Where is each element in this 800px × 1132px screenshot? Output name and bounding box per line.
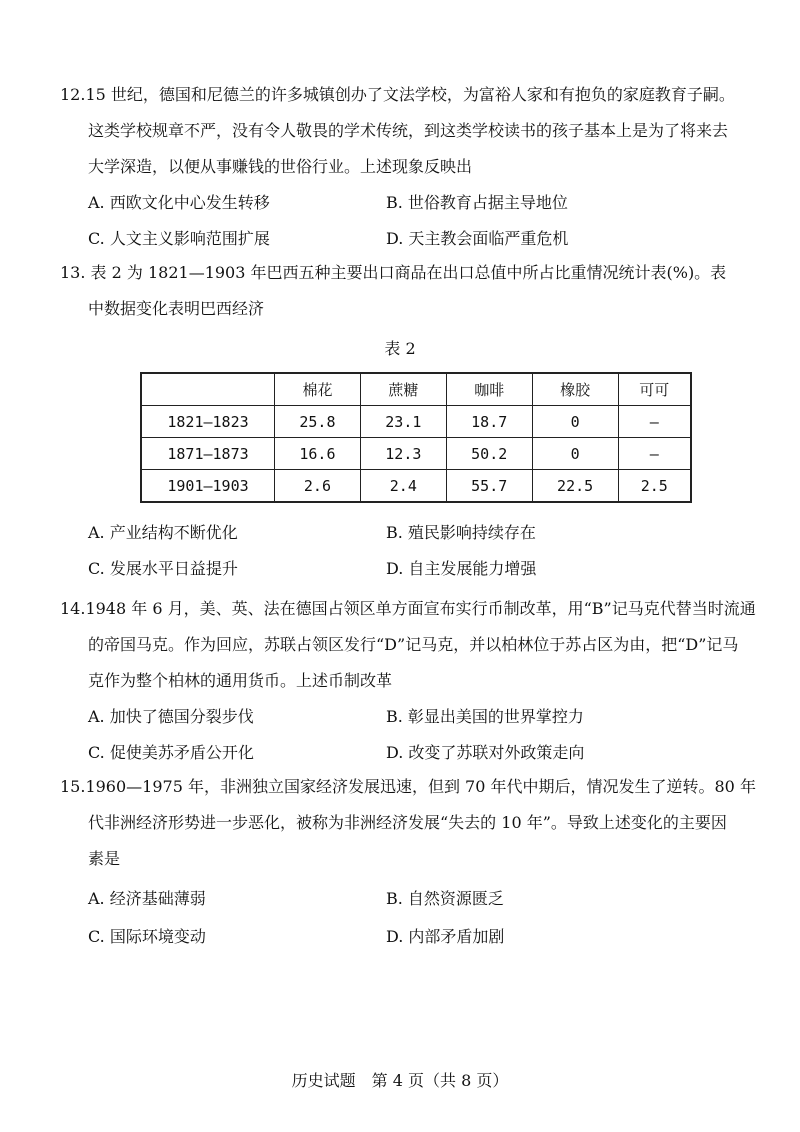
- table-header-cell: 橡胶: [532, 373, 618, 406]
- table-row: [141, 470, 691, 503]
- table-cell: 1901—1903: [141, 470, 275, 503]
- table-cell: 12.3: [360, 438, 446, 470]
- option-c: C. 人文主义影响范围扩展: [88, 229, 270, 248]
- table-cell: —: [618, 438, 691, 470]
- export-share-table: [140, 372, 692, 503]
- question-12-stem-line: 大学深造，以便从事赚钱的世俗行业。上述现象反映出: [88, 157, 473, 176]
- question-13-stem-line: 中数据变化表明巴西经济: [88, 299, 265, 318]
- table-row: [141, 406, 691, 438]
- table-cell: 25.8: [275, 406, 361, 438]
- question-13-stem-line: 13. 表 2 为 1821—1903 年巴西五种主要出口商品在出口总值中所占比重情况统计表(%)。表: [60, 263, 727, 282]
- option-c: C. 发展水平日益提升: [88, 559, 238, 578]
- table-cell: 23.1: [360, 406, 446, 438]
- table-header-cell: 蔗糖: [360, 373, 446, 406]
- table-header-row: [141, 373, 691, 406]
- table-cell: 2.5: [618, 470, 691, 503]
- option-b: B. 自然资源匮乏: [386, 889, 504, 908]
- table-cell: 2.6: [275, 470, 361, 503]
- question-15-stem-line: 素是: [88, 849, 121, 868]
- table-header-cell: 咖啡: [446, 373, 532, 406]
- option-b: B. 彰显出美国的世界掌控力: [386, 707, 584, 726]
- option-b: B. 殖民影响持续存在: [386, 523, 536, 542]
- question-15-stem-line: 代非洲经济形势进一步恶化，被称为非洲经济发展“失去的 10 年”。导致上述变化的主要因: [88, 813, 727, 832]
- question-14-stem-line: 14.1948 年 6 月，美、英、法在德国占领区单方面宣布实行币制改革，用“B”记马克代替当时流通: [60, 599, 756, 618]
- question-14-stem-line: 的帝国马克。作为回应，苏联占领区发行“D”记马克，并以柏林位于苏占区为由，把“D”记马: [88, 635, 739, 654]
- table-cell: 0: [532, 438, 618, 470]
- option-a: A. 经济基础薄弱: [88, 889, 206, 908]
- option-b: B. 世俗教育占据主导地位: [386, 193, 568, 212]
- table-cell: 1821—1823: [141, 406, 275, 438]
- question-14-stem-line: 克作为整个柏林的通用货币。上述币制改革: [88, 671, 393, 690]
- table-header-cell: [141, 373, 275, 406]
- table-header-cell: 可可: [618, 373, 691, 406]
- table-cell: 16.6: [275, 438, 361, 470]
- table-cell: 50.2: [446, 438, 532, 470]
- question-15-stem-line: 15.1960—1975 年，非洲独立国家经济发展迅速，但到 70 年代中期后，情况发生了逆转。80 年: [60, 777, 756, 796]
- option-a: A. 西欧文化中心发生转移: [88, 193, 270, 212]
- option-d: D. 自主发展能力增强: [386, 559, 537, 578]
- option-d: D. 内部矛盾加剧: [386, 927, 505, 946]
- table-cell: 22.5: [532, 470, 618, 503]
- option-a: A. 产业结构不断优化: [88, 523, 238, 542]
- table-caption: 表 2: [384, 339, 416, 358]
- table-cell: 0: [532, 406, 618, 438]
- table-cell: 1871—1873: [141, 438, 275, 470]
- table-cell: 18.7: [446, 406, 532, 438]
- page-footer: 历史试题 第 4 页（共 8 页）: [291, 1071, 509, 1090]
- option-d: D. 改变了苏联对外政策走向: [386, 743, 585, 762]
- option-a: A. 加快了德国分裂步伐: [88, 707, 254, 726]
- table-cell: 2.4: [360, 470, 446, 503]
- table-cell: —: [618, 406, 691, 438]
- table-row: [141, 438, 691, 470]
- option-c: C. 国际环境变动: [88, 927, 206, 946]
- table-header-cell: 棉花: [275, 373, 361, 406]
- option-d: D. 天主教会面临严重危机: [386, 229, 569, 248]
- question-12-stem-line: 12.15 世纪，德国和尼德兰的许多城镇创办了文法学校，为富裕人家和有抱负的家庭教育子嗣。: [60, 85, 735, 104]
- table-cell: 55.7: [446, 470, 532, 503]
- question-12-stem-line: 这类学校规章不严，没有令人敬畏的学术传统，到这类学校读书的孩子基本上是为了将来去: [88, 121, 729, 140]
- option-c: C. 促使美苏矛盾公开化: [88, 743, 254, 762]
